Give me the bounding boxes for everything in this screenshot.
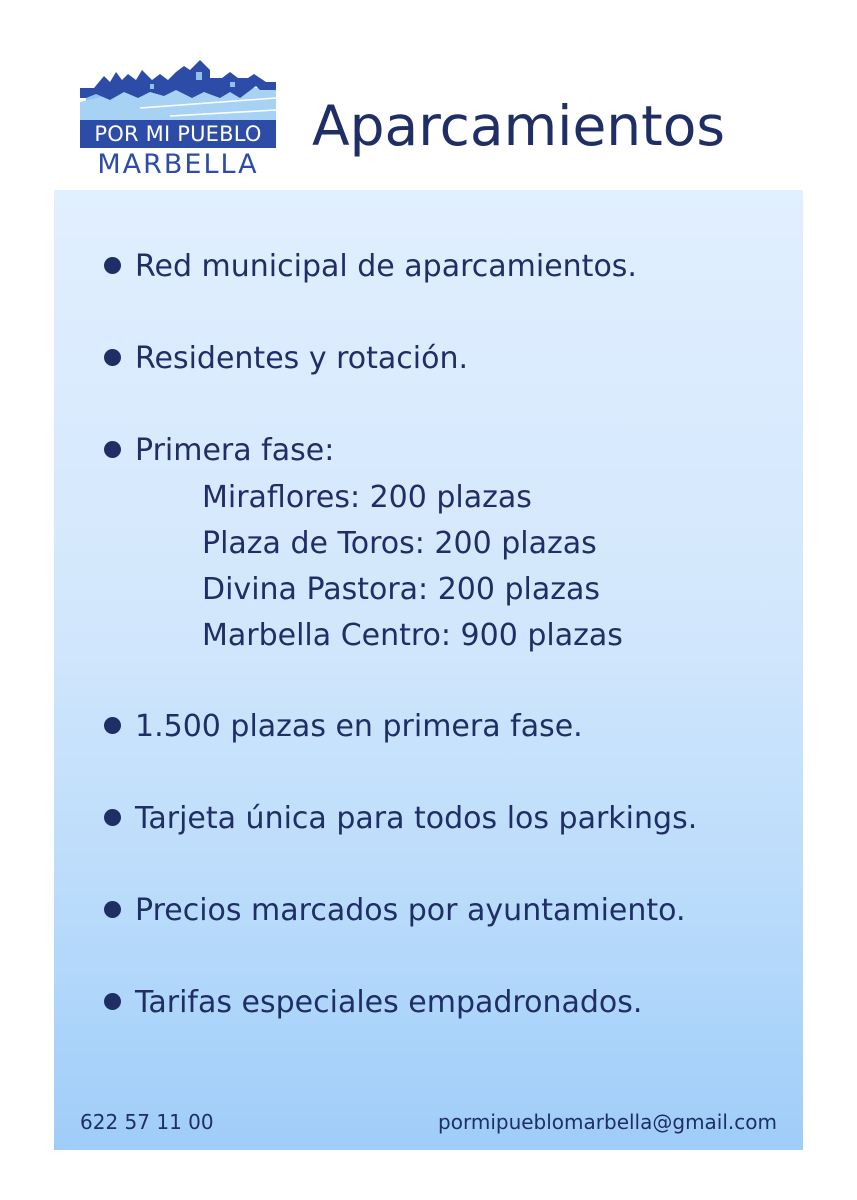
- logo-text-line2: MARBELLA: [97, 149, 259, 180]
- phase-item: Miraflores: 200 plazas: [202, 480, 532, 515]
- bullet-dot-icon: [104, 901, 121, 918]
- bullet-text: Tarjeta única para todos los parkings.: [135, 801, 698, 836]
- logo-text-line1: POR MI PUEBLO: [80, 120, 276, 148]
- logo: [80, 58, 276, 180]
- footer-phone: 622 57 11 00: [80, 1110, 214, 1134]
- phase-item: Divina Pastora: 200 plazas: [202, 572, 601, 607]
- rooftops-logo-icon: [80, 58, 276, 120]
- bullet-text: Residentes y rotación.: [135, 341, 469, 376]
- bullet-item: [104, 704, 583, 750]
- bullet-item: [104, 428, 334, 474]
- bullet-dot-icon: [104, 349, 121, 366]
- bullet-text: Tarifas especiales empadronados.: [135, 985, 643, 1020]
- bullet-item: [104, 336, 468, 382]
- bullet-dot-icon: [104, 993, 121, 1010]
- footer-email[interactable]: pormipueblomarbella@gmail.com: [438, 1110, 777, 1134]
- page-title: Aparcamientos: [312, 94, 726, 158]
- bullet-dot-icon: [104, 257, 121, 274]
- bullet-text: Red municipal de aparcamientos.: [135, 249, 637, 284]
- phase-item: Plaza de Toros: 200 plazas: [202, 526, 597, 561]
- bullet-text: Precios marcados por ayuntamiento.: [135, 893, 686, 928]
- phase-item: Marbella Centro: 900 plazas: [202, 618, 623, 653]
- bullet-dot-icon: [104, 809, 121, 826]
- bullet-text: Primera fase:: [135, 433, 335, 468]
- bullet-item: [104, 888, 686, 934]
- bullet-item: [104, 244, 637, 290]
- bullet-text: 1.500 plazas en primera fase.: [135, 709, 583, 744]
- bullet-dot-icon: [104, 717, 121, 734]
- bullet-item: [104, 980, 642, 1026]
- bullet-dot-icon: [104, 441, 121, 458]
- bullet-item: [104, 796, 697, 842]
- content-panel: [54, 190, 803, 1150]
